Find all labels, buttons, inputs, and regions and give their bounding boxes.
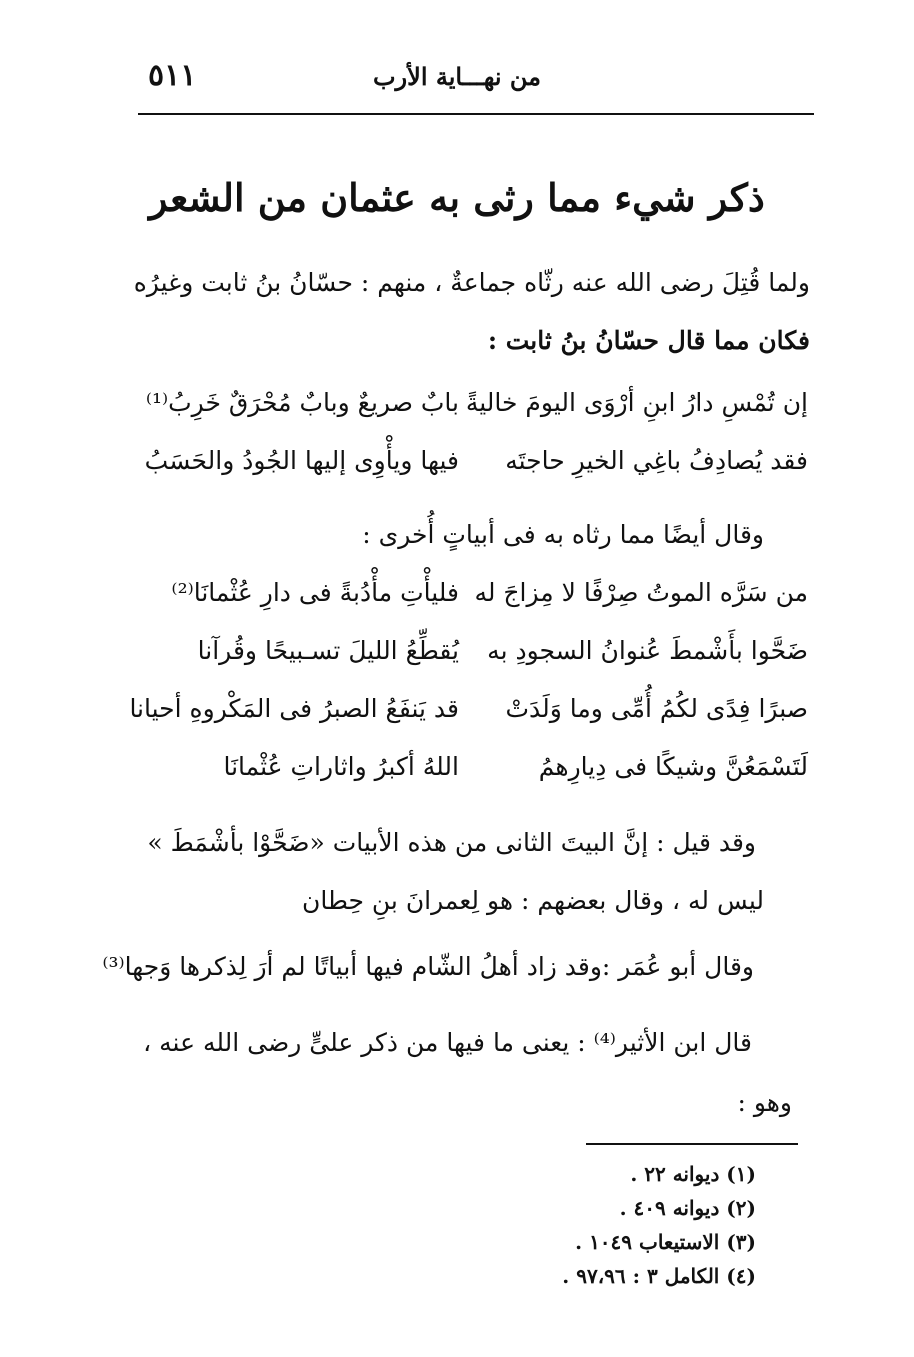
running-title: من نهـــاية الأرب — [372, 62, 542, 91]
footnote-4: (٤) الكامل ٣ : ٩٧،٩٦ . — [562, 1264, 756, 1288]
footnote-rule — [586, 1143, 798, 1145]
poem2-intro: وقال أيضًا مما رثاه به فى أبياتٍ أُخرى : — [362, 520, 764, 549]
poem2-verse1-first-hemistich: من سَرَّه الموتُ صِرْفًا لا مِزاجَ له — [474, 578, 808, 607]
header-rule — [138, 113, 814, 115]
commentary-line-1: وقد قيل : إنَّ البيتَ الثانى من هذه الأبيات «ضَحَّوْا بأشْمَطَ » — [147, 828, 756, 857]
poem2-verse3-first-hemistich: صبرًا فِدًى لكُمُ أُمِّى وما وَلَدَتْ — [505, 694, 808, 723]
footnote-3: (٣) الاستيعاب ١٠٤٩ . — [575, 1230, 756, 1254]
poem1-verse2-first-hemistich: فقد يُصادِفُ باغِي الخيرِ حاجتَه — [505, 446, 808, 475]
footnote-2: (٢) ديوانه ٤٠٩ . — [619, 1196, 756, 1220]
section-heading: ذكر شيء مما رثى به عثمان من الشعر — [149, 175, 765, 220]
intro-line-1: ولما قُتِلَ رضى الله عنه رثّاه جماعةٌ ، منهم : حسّانُ بنُ ثابت وغيرُه — [133, 268, 810, 297]
commentary-line-5: وهو : — [737, 1088, 792, 1117]
poem2-verse4-first-hemistich: لَتَسْمَعُنَّ وشيكًا فى دِيارِهمُ — [538, 752, 808, 781]
page-number: ٥١١ — [148, 58, 197, 93]
footnote-1: (١) ديوانه ٢٢ . — [630, 1162, 756, 1186]
poem1-verse2-second-hemistich: فيها ويأْوِى إليها الجُودُ والحَسَبُ — [144, 446, 459, 475]
intro-line-2: فكان مما قال حسّانُ بنُ ثابت : — [487, 326, 810, 355]
poem1-verse1-second-hemistich: بابٌ صريعٌ وبابٌ مُحْرَقٌ خَرِبُ⁽¹⁾ — [145, 388, 459, 417]
poem1-verse1-first-hemistich: إن تُمْسِ دارُ ابنِ أرْوَى اليومَ خاليةً — [465, 388, 808, 417]
commentary-line-3: وقال أبو عُمَر :وقد زاد أهلُ الشّام فيها أبياتًا لم أرَ لِذكرها وَجها⁽³⁾ — [102, 952, 754, 981]
commentary-line-4: قال ابن الأثير⁽⁴⁾ : يعنى ما فيها من ذكر علىٍّ رضى الله عنه ، — [143, 1028, 752, 1057]
poem2-verse2-first-hemistich: ضَحَّوا بأَشْمطَ عُنوانُ السجودِ به — [487, 636, 808, 665]
poem2-verse4-second-hemistich: اللهُ أكبرُ واثاراتِ عُثْمانَا — [223, 752, 459, 781]
poem2-verse2-second-hemistich: يُقطِّعُ الليلَ تسـبيحًا وقُرآنا — [197, 636, 459, 665]
poem2-verse3-second-hemistich: قد يَنفَعُ الصبرُ فى المَكْروهِ أحيانا — [129, 694, 459, 723]
commentary-line-2: ليس له ، وقال بعضهم : هو لِعمرانَ بنِ حِطان — [302, 886, 764, 915]
poem2-verse1-second-hemistich: فليأْتِ مأْدُبةً فى دارِ عُثْمانَا⁽²⁾ — [171, 578, 459, 607]
